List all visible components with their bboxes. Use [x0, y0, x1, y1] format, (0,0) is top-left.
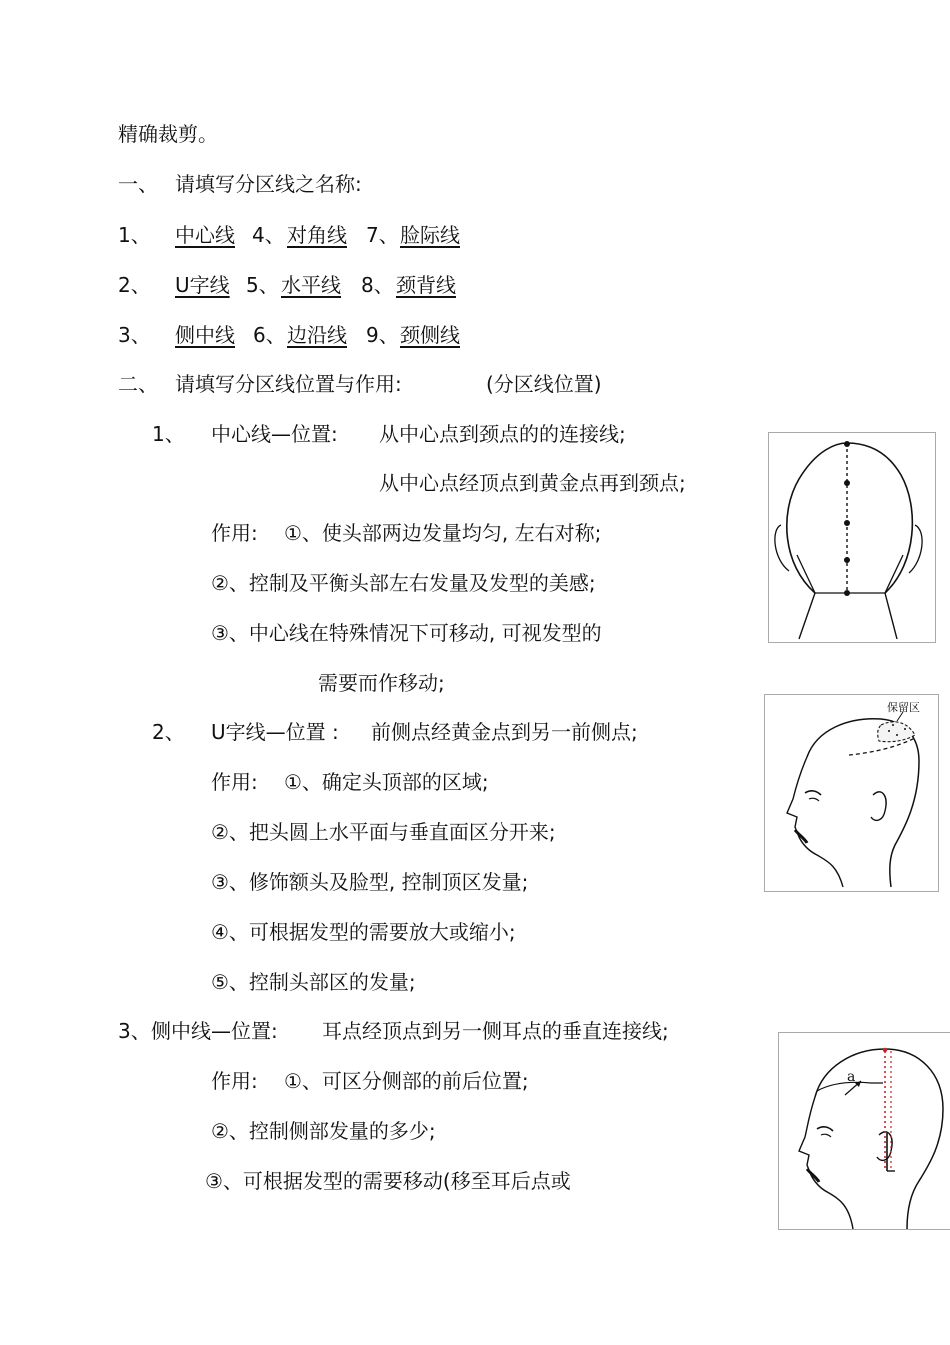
- item2-number: 2、: [152, 720, 185, 744]
- item1-effect-3: ③、中心线在特殊情况下可移动, 可视发型的: [211, 621, 602, 645]
- row2-num1: 2、: [118, 273, 151, 297]
- section1-title: 请填写分区线之名称:: [175, 172, 362, 196]
- section2-title: 请填写分区线位置与作用:: [175, 372, 402, 396]
- item2-label: U字线—位置 :: [211, 720, 339, 744]
- figure-side-center-line: [778, 1032, 950, 1230]
- item1-number: 1、: [152, 422, 185, 446]
- row3-num3: 9、: [366, 323, 399, 347]
- row2-num3: 8、: [361, 273, 394, 297]
- row1-answer3: 脸际线: [400, 223, 460, 247]
- row3-answer3: 颈侧线: [400, 323, 460, 347]
- item2-effect-2: ②、把头圆上水平面与垂直面区分开来;: [211, 820, 556, 844]
- row1-num2: 4、: [252, 223, 285, 247]
- item1-label: 中心线—位置:: [211, 422, 338, 446]
- head-profile-side-line-illustration: [779, 1033, 950, 1229]
- item3-label: 侧中线—位置:: [151, 1019, 278, 1043]
- row1-answer1: 中心线: [175, 223, 235, 247]
- item1-position-2: 从中心点经顶点到黄金点再到颈点;: [379, 471, 686, 495]
- item1-effect-3-cont: 需要而作移动;: [318, 671, 445, 695]
- section2-number: 二、: [118, 372, 158, 396]
- reserved-area-label: 保留区: [887, 701, 920, 714]
- row1-answer2: 对角线: [287, 223, 347, 247]
- item3-effect-3: ③、可根据发型的需要移动(移至耳后点或: [205, 1169, 571, 1193]
- head-profile-u-line-illustration: [765, 695, 938, 891]
- item3-number: 3、: [118, 1019, 151, 1043]
- item1-effect-label: 作用:: [211, 521, 258, 545]
- figure-u-line: [764, 694, 939, 892]
- section1-number: 一、: [118, 172, 158, 196]
- item2-effect-label: 作用:: [211, 770, 258, 794]
- row3-answer1: 侧中线: [175, 323, 235, 347]
- item3-effect-label: 作用:: [211, 1069, 258, 1093]
- head-back-illustration: [769, 433, 935, 642]
- row1-num3: 7、: [366, 223, 399, 247]
- row3-answer2: 边沿线: [287, 323, 347, 347]
- item2-effect-3: ③、修饰额头及脸型, 控制顶区发量;: [211, 870, 529, 894]
- row2-answer1: U字线: [175, 273, 230, 297]
- row3-num2: 6、: [253, 323, 286, 347]
- figure-center-line: [768, 432, 936, 643]
- item2-position-1: 前侧点经黄金点到另一前侧点;: [371, 720, 638, 744]
- row2-num2: 5、: [246, 273, 279, 297]
- item3-effect-2: ②、控制侧部发量的多少;: [211, 1119, 436, 1143]
- item1-position-1: 从中心点到颈点的的连接线;: [379, 422, 626, 446]
- item2-effect-4: ④、可根据发型的需要放大或缩小;: [211, 920, 516, 944]
- item1-effect-1: ①、使头部两边发量均匀, 左右对称;: [284, 521, 602, 545]
- row2-answer3: 颈背线: [396, 273, 456, 297]
- item2-effect-1: ①、确定头顶部的区域;: [284, 770, 489, 794]
- row3-num1: 3、: [118, 323, 151, 347]
- figure-a-label: a: [847, 1069, 856, 1085]
- item3-position-1: 耳点经顶点到另一侧耳点的垂直连接线;: [322, 1019, 669, 1043]
- row2-answer2: 水平线: [281, 273, 341, 297]
- item1-effect-2: ②、控制及平衡头部左右发量及发型的美感;: [211, 571, 596, 595]
- section2-note: (分区线位置): [486, 372, 602, 396]
- item3-effect-1: ①、可区分侧部的前后位置;: [284, 1069, 529, 1093]
- item2-effect-5: ⑤、控制头部区的发量;: [211, 970, 416, 994]
- row1-num1: 1、: [118, 223, 151, 247]
- intro-text: 精确裁剪。: [118, 122, 218, 146]
